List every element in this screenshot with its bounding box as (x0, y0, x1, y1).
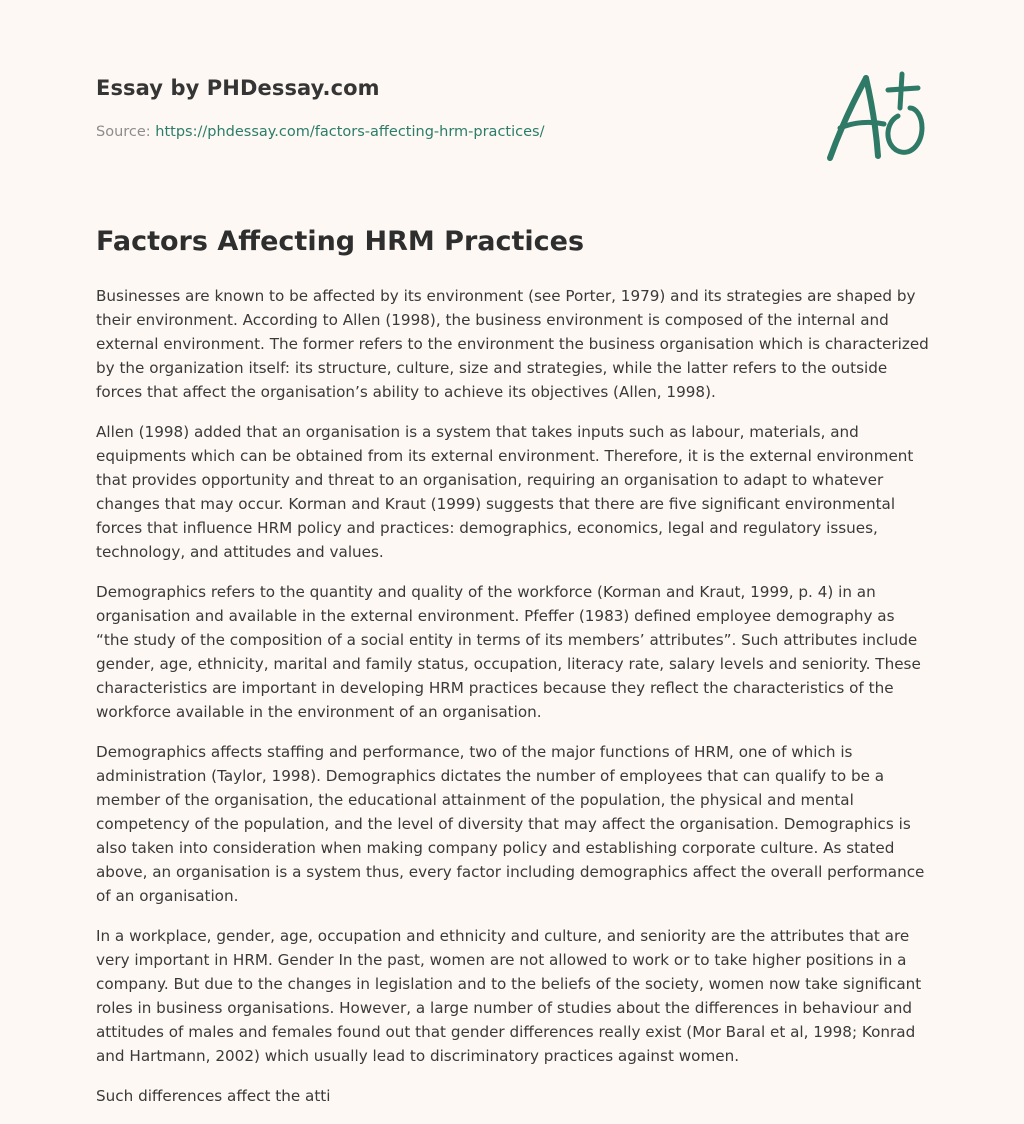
essay-paragraph: Demographics affects staffing and performance, two of the major functions of HRM, one of which is administration (Taylor, 1998). Demographics dictates the number of employees that can qualify to be a member of the organisation, the educational attainment of the population, the physical and mental competency of the population, and the level of diversity that may affect the organisation. Demographics is also taken into consideration when making company policy and establishing corporate culture. As stated above, an organisation is a system thus, every factor including demographics affect the overall performance of an organisation. (96, 743, 925, 905)
essay-title: Factors Affecting HRM Practices (96, 226, 585, 257)
essay-body (96, 284, 932, 1124)
source-link[interactable]: https://phdessay.com/factors-affecting-hrm-practices/ (155, 124, 545, 140)
essay-paragraph: Such differences affect the atti (96, 1087, 331, 1105)
essay-paragraph: Allen (1998) added that an organisation is a system that takes inputs such as labour, materials, and equipments which can be obtained from its external environment. Therefore, it is the external environment that provides opportunity and threat to an organisation, requiring an organisation to adapt to whatever changes that may occur. Korman and Kraut (1999) suggests that there are five significant environmental forces that influence HRM policy and practices: demographics, economics, legal and regulatory issues, technology, and attitudes and values. (96, 423, 914, 561)
a-plus-logo-icon (818, 66, 928, 166)
essay-paragraph: Businesses are known to be affected by its environment (see Porter, 1979) and its strategies are shaped by their environment. According to Allen (1998), the business environment is composed of the internal and external environment. The former refers to the environment the business organisation which is characterized by the organization itself: its structure, culture, size and strategies, while the latter refers to the outside forces that affect the organisation’s ability to achieve its objectives (Allen, 1998). (96, 287, 929, 401)
essay-paragraph: Demographics refers to the quantity and quality of the workforce (Korman and Kraut, 1999, p. 4) in an organisation and available in the external environment. Pfeffer (1983) defined employee demography as “the study of the composition of a social entity in terms of its members’ attributes”. Such attributes include gender, age, ethnicity, marital and family status, occupation, literacy rate, salary levels and seniority. These characteristics are important in developing HRM practices because they reflect the characteristics of the workforce available in the environment of an organisation. (96, 583, 921, 721)
brand-title: Essay by PHDessay.com (96, 76, 380, 100)
source-label: Source: (96, 124, 156, 140)
source-line (96, 124, 544, 140)
essay-paragraph: In a workplace, gender, age, occupation and ethnicity and culture, and seniority are the attributes that are very important in HRM. Gender In the past, women are not allowed to work or to take higher positions in a company. But due to the changes in legislation and to the beliefs of the society, women now take significant roles in business organisations. However, a large number of studies about the differences in behaviour and attitudes of males and females found out that gender differences really exist (Mor Baral et al, 1998; Konrad and Hartmann, 2002) which usually lead to discriminatory practices against women. (96, 927, 922, 1065)
